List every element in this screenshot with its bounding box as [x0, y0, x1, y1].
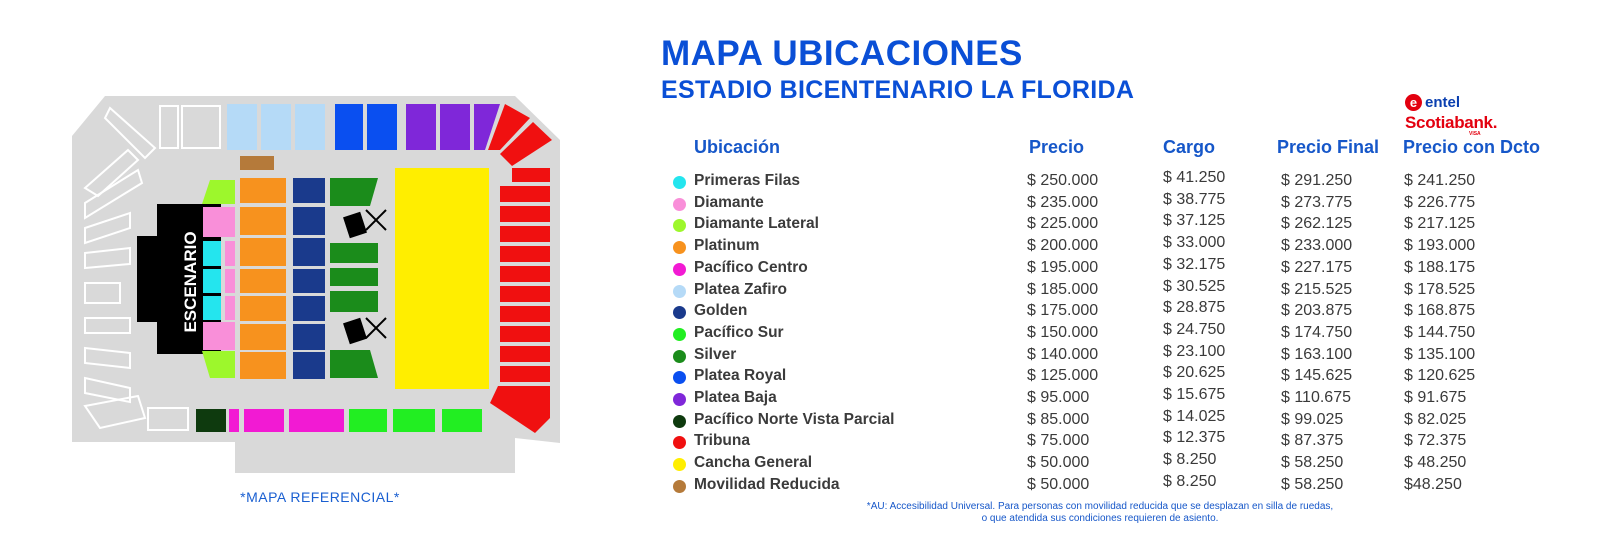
scotiabank-logo: Scotiabank. — [1405, 113, 1498, 132]
final-price-cell: $ 87.375 — [1281, 432, 1344, 450]
fee-cell: $ 38.775 — [1163, 190, 1226, 208]
discount-price-cell: $ 72.375 — [1404, 432, 1467, 450]
header-ubicacion: Ubicación — [694, 137, 781, 157]
discount-price-cell: $ 48.250 — [1404, 454, 1467, 472]
table-row — [0, 472, 1600, 497]
color-swatch-icon — [673, 263, 686, 276]
price-cell: $ 75.000 — [1027, 432, 1090, 450]
final-price-cell: $ 203.875 — [1281, 302, 1353, 320]
platea-baja-sections — [406, 104, 500, 150]
location-name: Platea Zafiro — [694, 280, 788, 298]
price-cell: $ 50.000 — [1027, 454, 1090, 472]
footnote-line-2: o que atendida sus condiciones requieren de asiento. — [981, 513, 1219, 524]
price-cell: $ 125.000 — [1027, 367, 1099, 385]
map-caption: *MAPA REFERENCIAL* — [240, 489, 400, 505]
price-cell: $ 175.000 — [1027, 302, 1099, 320]
fee-cell: $ 23.100 — [1163, 342, 1226, 360]
header-cargo: Cargo — [1163, 137, 1216, 157]
final-price-cell: $ 174.750 — [1281, 323, 1353, 341]
visa-mark: VISA — [1469, 131, 1481, 137]
discount-price-cell: $ 178.525 — [1404, 280, 1476, 298]
table-row — [0, 407, 1600, 432]
price-cell: $ 200.000 — [1027, 237, 1099, 255]
location-name: Silver — [694, 345, 737, 363]
color-swatch-icon — [673, 219, 686, 232]
header-precio-dcto: Precio con Dcto — [1403, 137, 1541, 157]
discount-price-cell: $ 188.175 — [1404, 258, 1476, 276]
fee-cell: $ 24.750 — [1163, 320, 1226, 338]
platea-zafiro-sections — [227, 104, 325, 150]
fee-cell: $ 28.875 — [1163, 299, 1226, 317]
price-cell: $ 225.000 — [1027, 215, 1099, 233]
fee-cell: $ 8.250 — [1163, 451, 1217, 469]
fee-cell: $ 14.025 — [1163, 407, 1226, 425]
fee-cell: $ 12.375 — [1163, 429, 1226, 447]
entel-mark-icon: e — [1405, 94, 1422, 111]
footnote-line-1: *AU: Accesibilidad Universal. Para personas con movilidad reducida que se desplazan en silla de ruedas, — [866, 501, 1334, 512]
location-name: Diamante — [694, 193, 764, 211]
color-swatch-icon — [673, 306, 686, 319]
color-swatch-icon — [673, 350, 686, 363]
discount-price-cell: $ 135.100 — [1404, 345, 1476, 363]
discount-price-cell: $48.250 — [1404, 475, 1462, 493]
table-row — [0, 364, 1600, 388]
page-subtitle: ESTADIO BICENTENARIO LA FLORIDA — [661, 76, 1135, 104]
location-name: Primeras Filas — [694, 172, 800, 189]
stage-label: ESCENARIO — [181, 231, 200, 333]
table-row — [0, 342, 1600, 367]
final-price-cell: $ 233.000 — [1281, 237, 1353, 255]
final-price-cell: $ 58.250 — [1281, 475, 1344, 493]
final-price-cell: $ 110.675 — [1281, 389, 1351, 406]
table-row — [0, 255, 1600, 280]
location-name: Diamante Lateral — [694, 215, 819, 233]
fee-cell: $ 15.675 — [1163, 386, 1226, 403]
fee-cell: $ 33.000 — [1163, 234, 1226, 252]
color-swatch-icon — [673, 480, 686, 493]
location-name: Pacífico Sur — [694, 323, 784, 341]
table-row — [0, 386, 1600, 410]
table-row — [0, 212, 1600, 236]
discount-price-cell: $ 217.125 — [1404, 215, 1476, 233]
footnote — [820, 501, 1380, 525]
fee-cell: $ 8.250 — [1163, 472, 1217, 490]
page-title: MAPA UBICACIONES — [661, 34, 1023, 73]
final-price-cell: $ 273.775 — [1281, 193, 1353, 211]
discount-price-cell: $ 193.000 — [1404, 237, 1476, 255]
price-cell: $ 50.000 — [1027, 475, 1090, 493]
price-cell: $ 185.000 — [1027, 280, 1099, 298]
table-row — [0, 451, 1600, 475]
price-cell: $ 250.000 — [1027, 172, 1099, 189]
price-cell: $ 150.000 — [1027, 323, 1099, 341]
discount-price-cell: $ 82.025 — [1404, 410, 1467, 428]
color-swatch-icon — [673, 393, 686, 406]
discount-price-cell: $ 241.250 — [1404, 172, 1476, 189]
fee-cell: $ 41.250 — [1163, 169, 1226, 186]
table-row — [0, 234, 1600, 258]
table-row — [0, 169, 1600, 193]
location-name: Pacífico Norte Vista Parcial — [694, 410, 895, 428]
price-cell: $ 95.000 — [1027, 389, 1090, 406]
location-name: Cancha General — [694, 454, 813, 472]
color-swatch-icon — [673, 328, 686, 341]
final-price-cell: $ 58.250 — [1281, 454, 1344, 472]
location-name: Pacífico Centro — [694, 258, 808, 276]
location-name: Movilidad Reducida — [694, 475, 840, 493]
price-cell: $ 195.000 — [1027, 258, 1099, 276]
final-price-cell: $ 145.625 — [1281, 367, 1353, 385]
location-name: Platinum — [694, 237, 760, 255]
final-price-cell: $ 163.100 — [1281, 345, 1353, 363]
color-swatch-icon — [673, 198, 686, 211]
final-price-cell: $ 99.025 — [1281, 410, 1344, 428]
price-cell: $ 235.000 — [1027, 193, 1099, 211]
entel-logo — [1405, 94, 1460, 111]
final-price-cell: $ 291.250 — [1281, 172, 1353, 189]
final-price-cell: $ 262.125 — [1281, 215, 1353, 233]
discount-price-cell: $ 144.750 — [1404, 323, 1476, 341]
final-price-cell: $ 215.525 — [1281, 280, 1353, 298]
color-swatch-icon — [673, 176, 686, 189]
color-swatch-icon — [673, 415, 686, 428]
header-precio-final: Precio Final — [1277, 137, 1380, 157]
discount-price-cell: $ 91.675 — [1404, 389, 1467, 406]
movilidad-reducida-section — [240, 156, 274, 170]
price-cell: $ 85.000 — [1027, 410, 1090, 428]
sponsor-logos — [1405, 94, 1498, 138]
table-row — [0, 320, 1600, 345]
table-row — [0, 429, 1600, 453]
table-row — [0, 299, 1600, 323]
entel-name: entel — [1425, 94, 1461, 111]
color-swatch-icon — [673, 371, 686, 384]
fee-cell: $ 37.125 — [1163, 212, 1226, 230]
table-row — [0, 277, 1600, 302]
color-swatch-icon — [673, 436, 686, 449]
table-row — [0, 190, 1600, 215]
discount-price-cell: $ 168.875 — [1404, 302, 1476, 320]
header-precio: Precio — [1029, 137, 1085, 157]
fee-cell: $ 20.625 — [1163, 364, 1226, 382]
location-name: Tribuna — [694, 432, 750, 450]
location-name: Platea Baja — [694, 389, 777, 406]
location-name: Golden — [694, 302, 748, 320]
price-cell: $ 140.000 — [1027, 345, 1099, 363]
fee-cell: $ 30.525 — [1163, 277, 1226, 295]
location-name: Platea Royal — [694, 367, 787, 385]
fee-cell: $ 32.175 — [1163, 255, 1226, 273]
color-swatch-icon — [673, 458, 686, 471]
final-price-cell: $ 227.175 — [1281, 258, 1353, 276]
discount-price-cell: $ 226.775 — [1404, 193, 1476, 211]
color-swatch-icon — [673, 285, 686, 298]
discount-price-cell: $ 120.625 — [1404, 367, 1476, 385]
color-swatch-icon — [673, 241, 686, 254]
